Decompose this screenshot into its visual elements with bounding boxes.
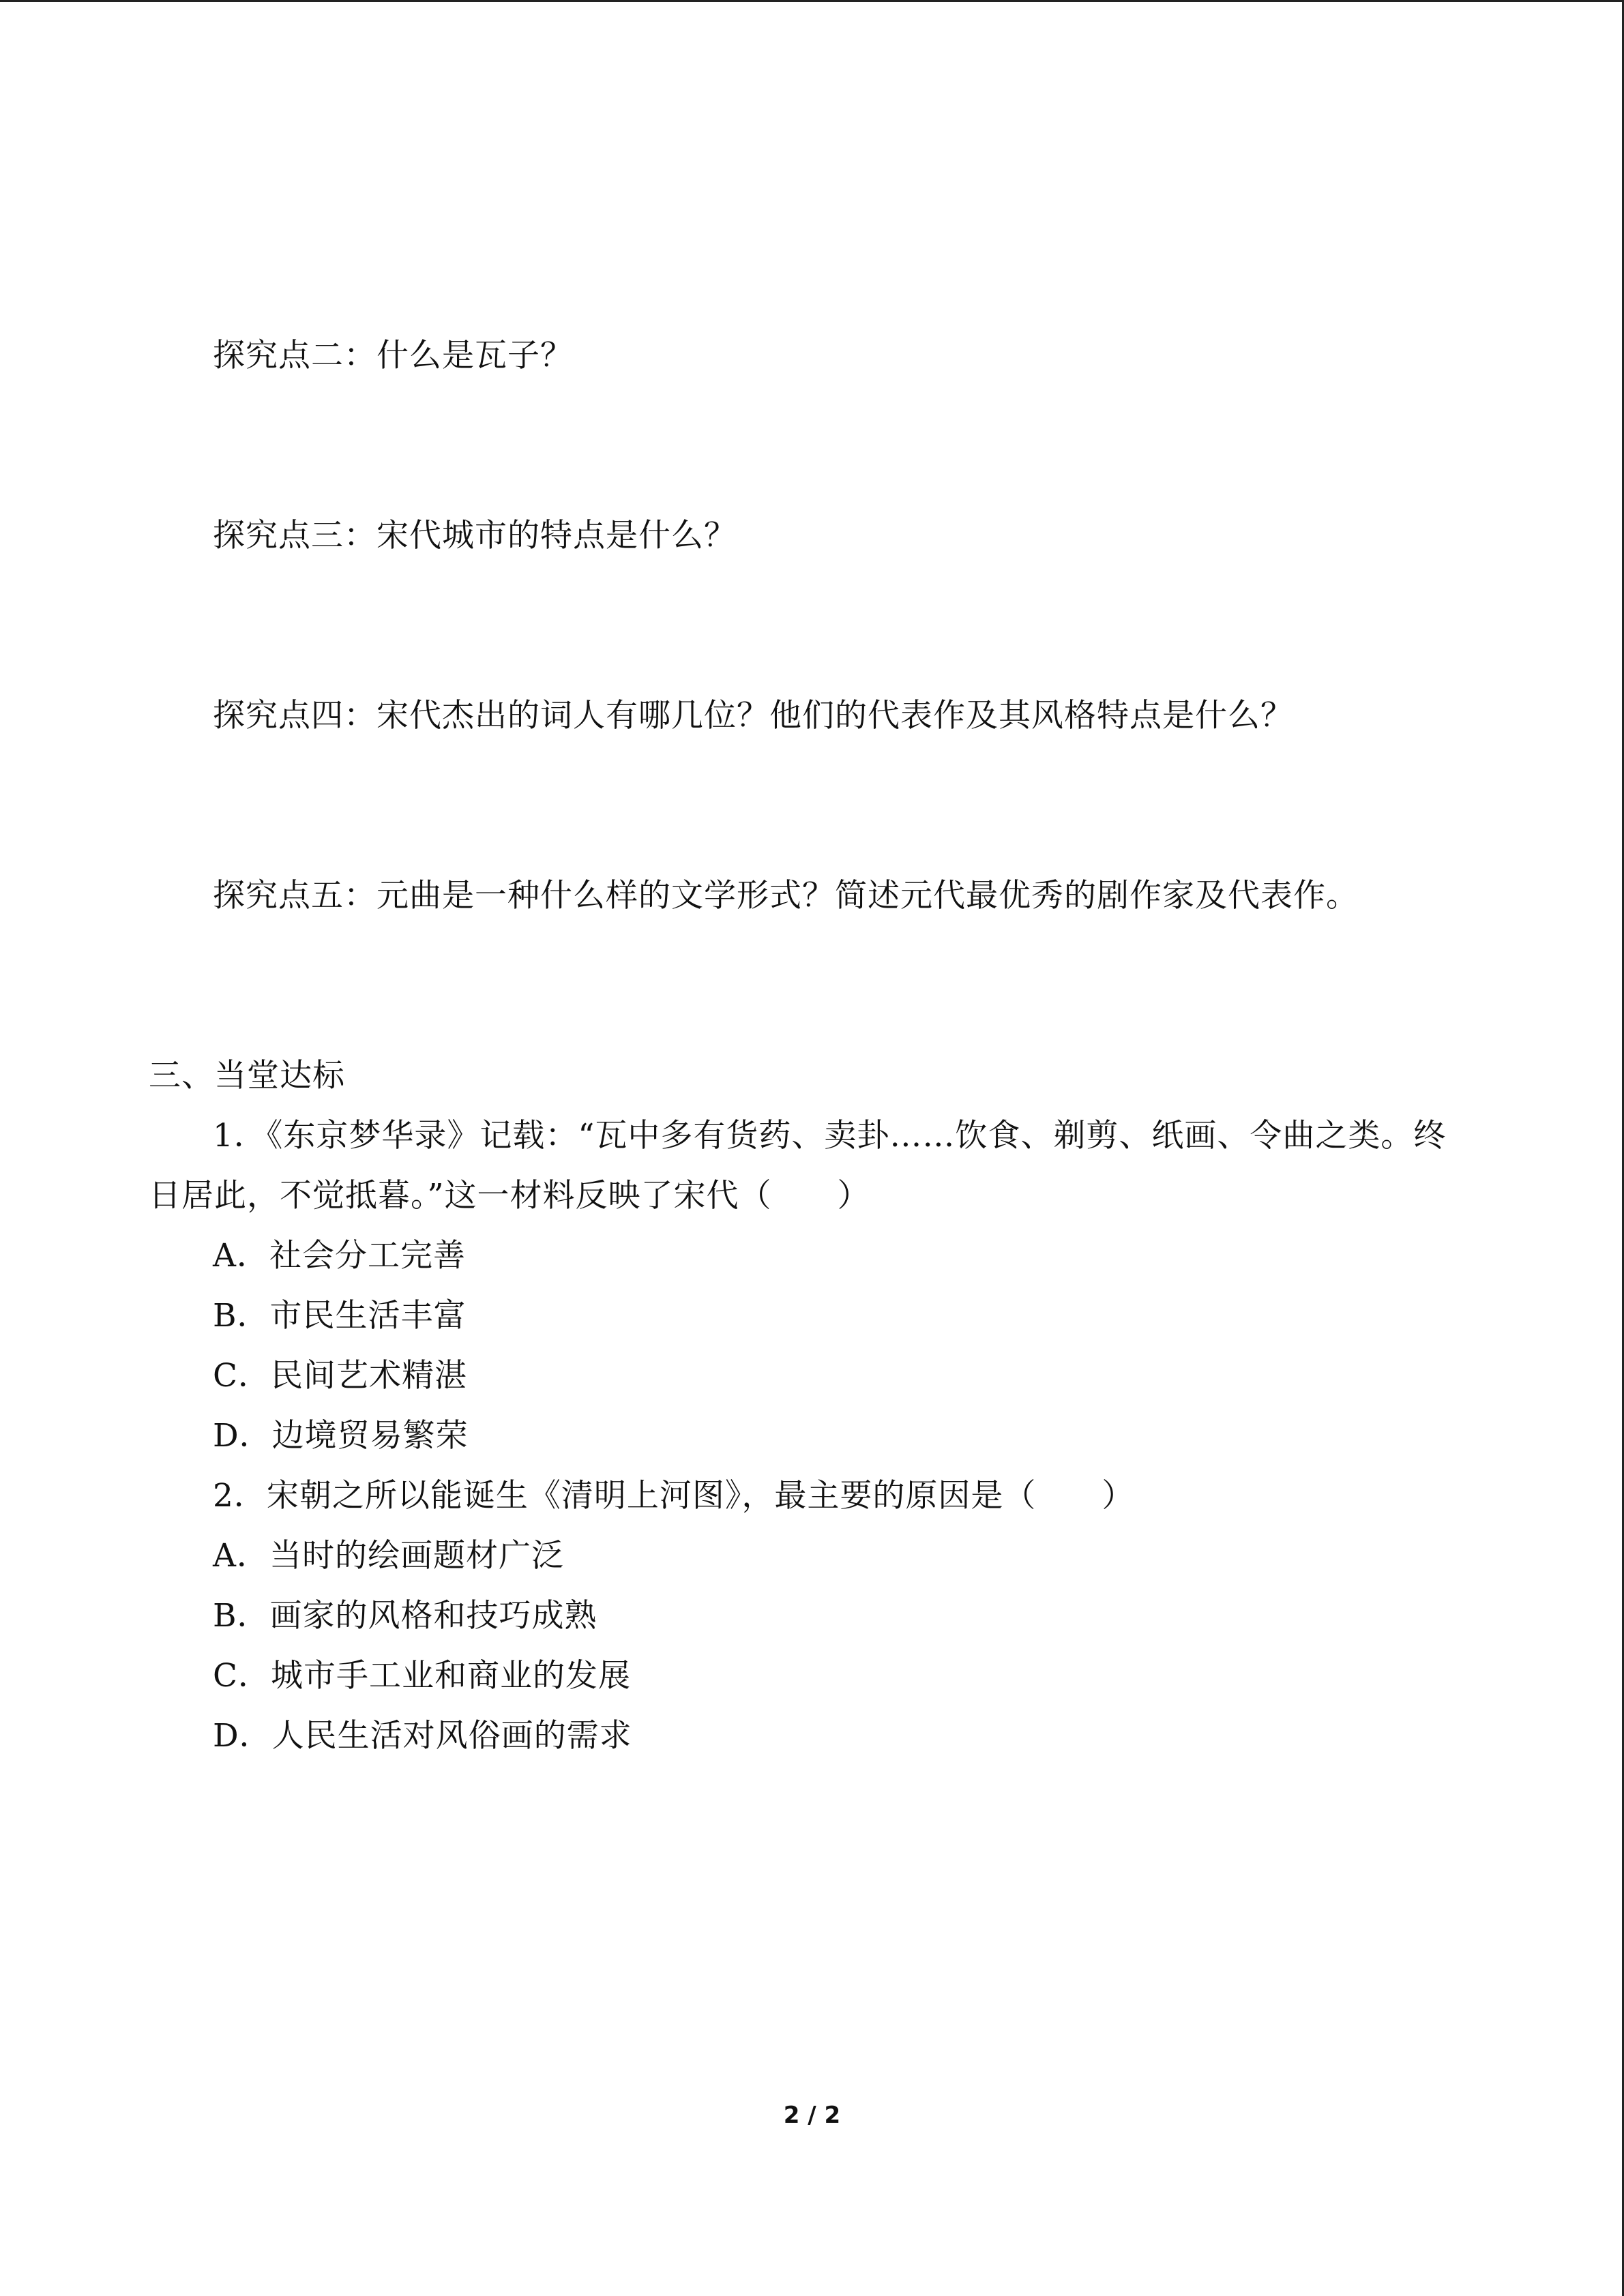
question-1-option-d: D．边境贸易繁荣	[213, 1417, 469, 1455]
explore-point-5: 探究点五：元曲是一种什么样的文学形式？简述元代最优秀的剧作家及代表作。	[213, 877, 1359, 914]
page-number: 2 / 2	[783, 2102, 841, 2129]
question-1-stem-line-2: 日居此，不觉抵暮。”这一材料反映了宋代（ ）	[149, 1177, 870, 1214]
question-2-option-d: D．人民生活对风俗画的需求	[213, 1717, 632, 1755]
page-top-border	[0, 0, 1624, 2]
section-heading: 三、当堂达标	[149, 1057, 345, 1094]
question-1-option-b: B．市民生活丰富	[213, 1297, 467, 1335]
question-2-option-a: A．当时的绘画题材广泛	[213, 1537, 564, 1575]
question-1-option-c: C．民间艺术精湛	[213, 1357, 467, 1395]
explore-point-3: 探究点三：宋代城市的特点是什么？	[213, 517, 737, 554]
explore-point-4: 探究点四：宋代杰出的词人有哪几位？他们的代表作及其风格特点是什么？	[213, 697, 1293, 734]
explore-point-2: 探究点二：什么是瓦子？	[213, 337, 573, 374]
question-1-stem-line-1: 1．《东京梦华录》记载：“瓦中多有货药、卖卦……饮食、剃剪、纸画、令曲之类。终	[213, 1117, 1447, 1154]
question-2-option-c: C．城市手工业和商业的发展	[213, 1657, 631, 1695]
question-1-option-a: A．社会分工完善	[213, 1237, 466, 1274]
question-2-option-b: B．画家的风格和技巧成熟	[213, 1597, 597, 1635]
question-2-stem: 2．宋朝之所以能诞生《清明上河图》，最主要的原因是（ ）	[213, 1477, 1135, 1515]
